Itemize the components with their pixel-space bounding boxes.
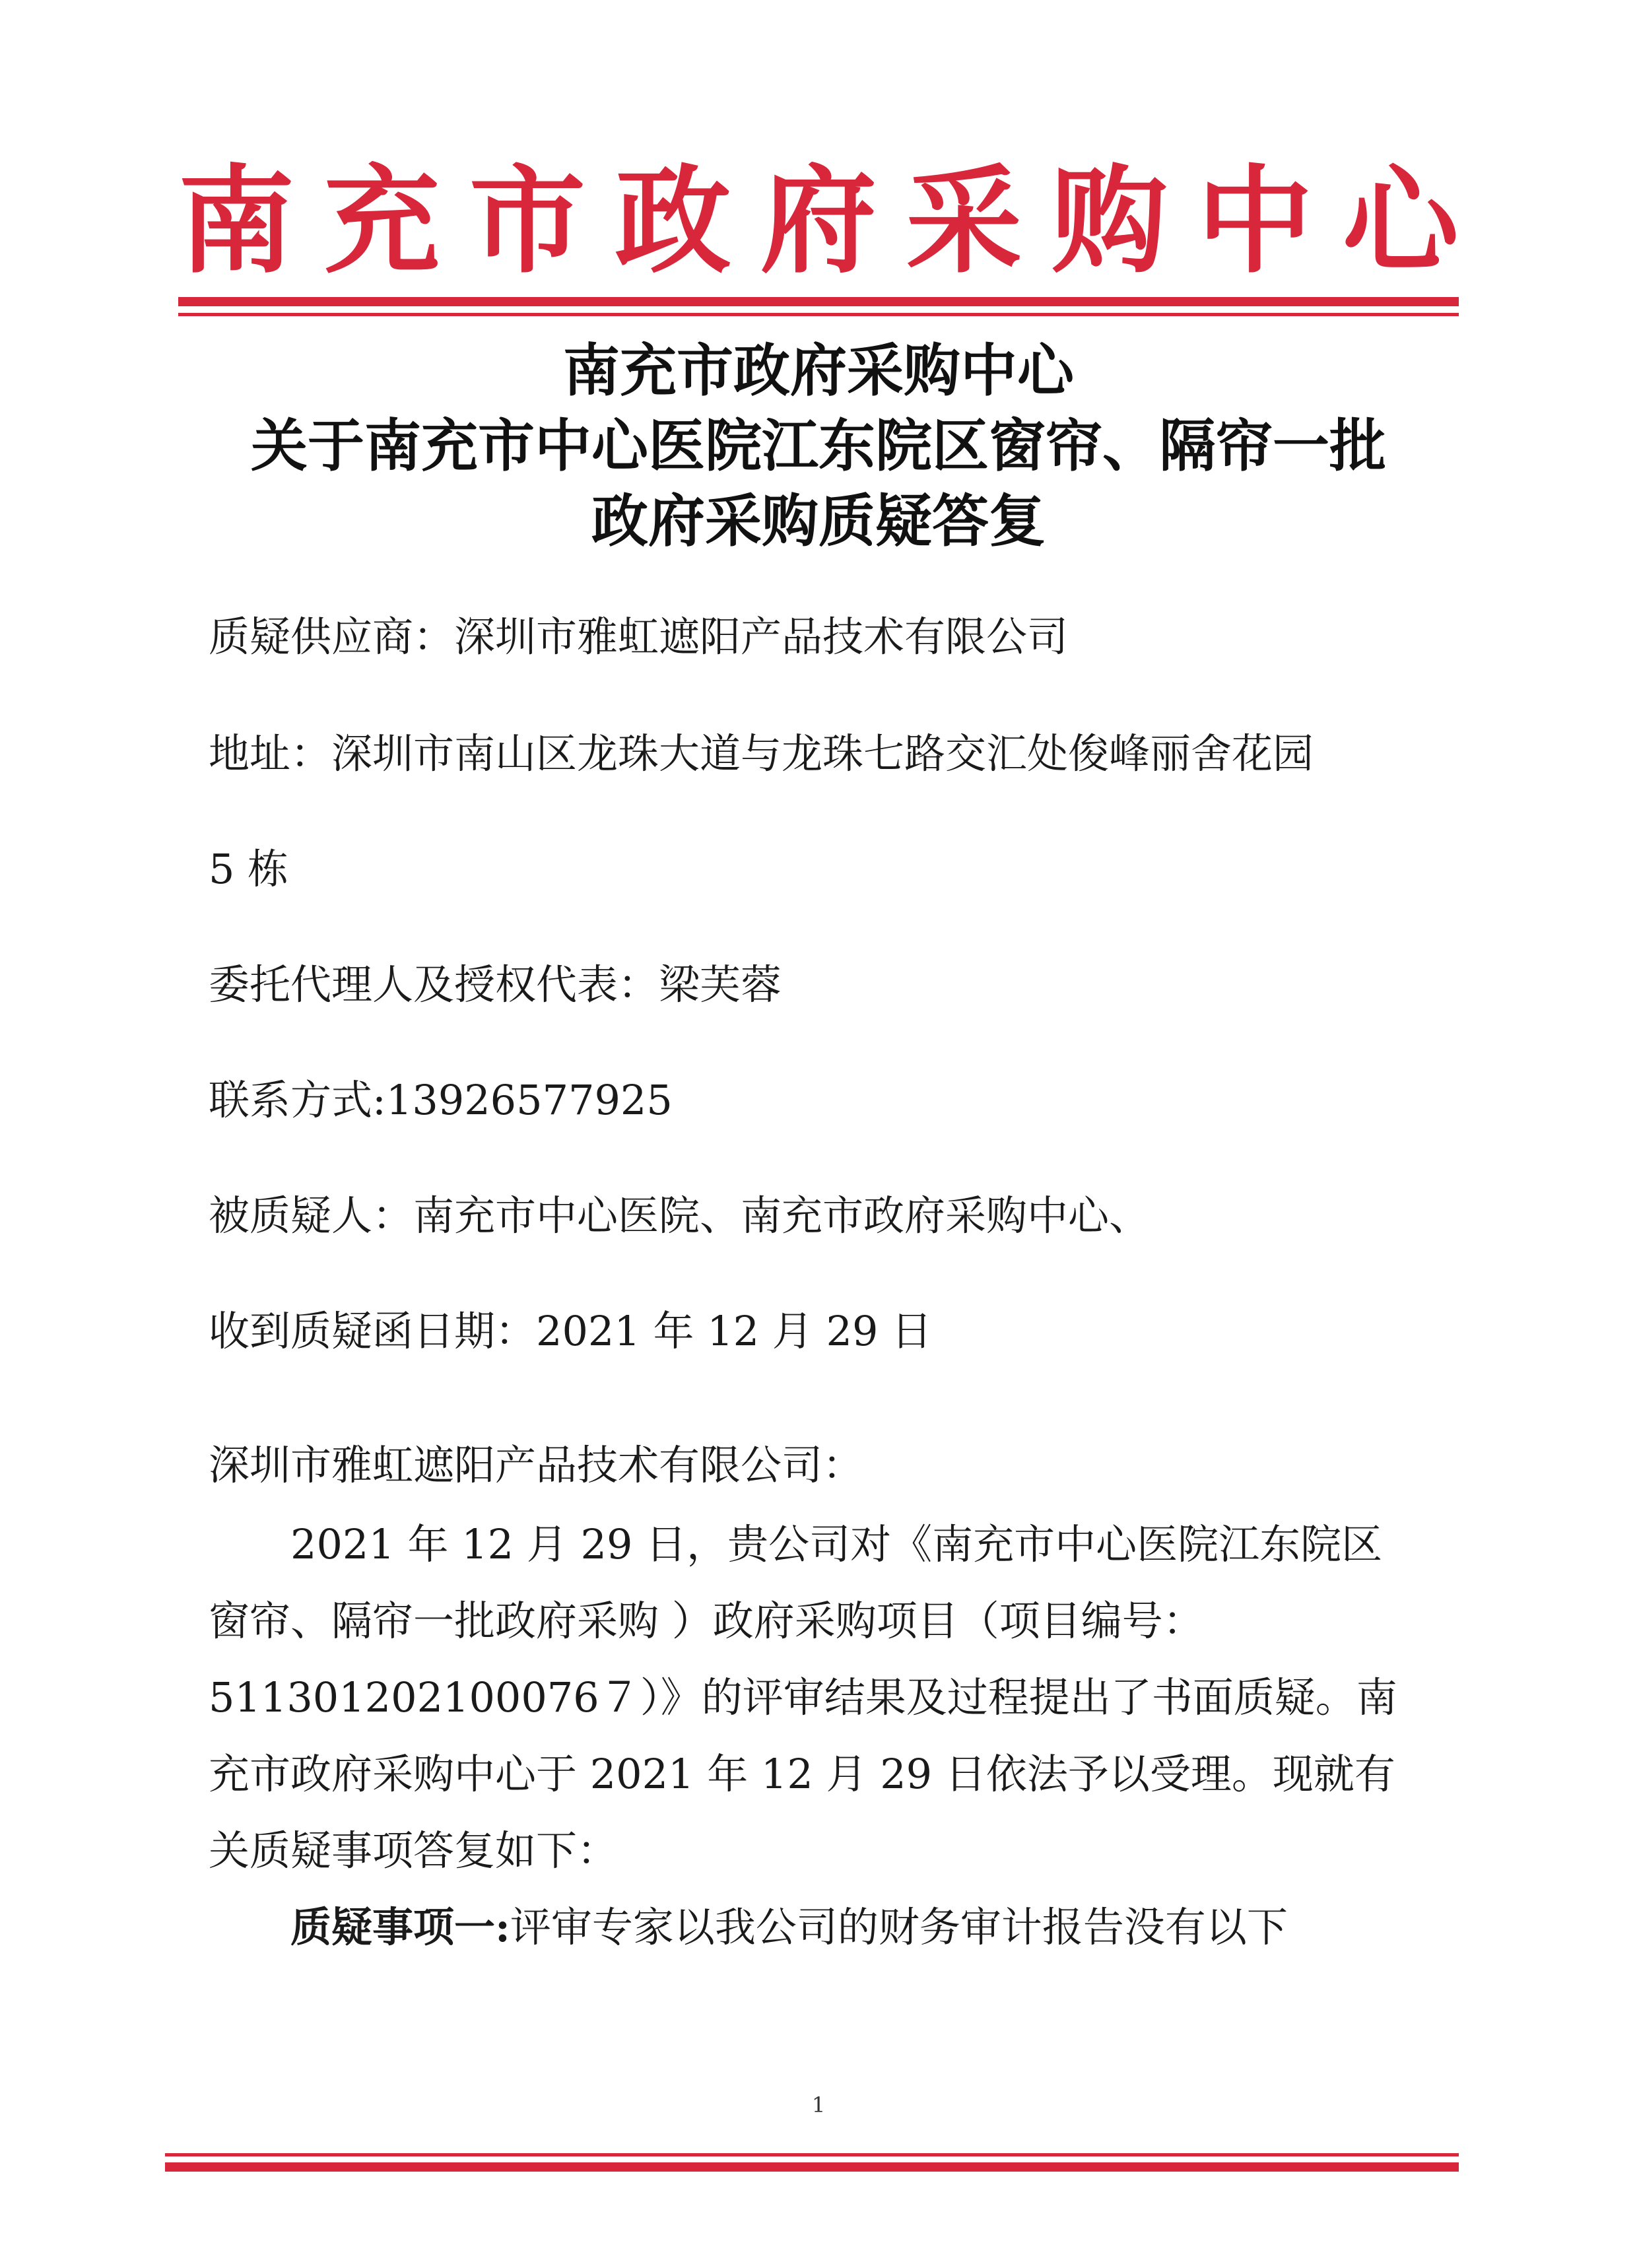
header-rule-thin (178, 313, 1459, 316)
header-rule-thick (178, 297, 1459, 306)
letterhead (178, 152, 1459, 290)
address-field: 地址：深圳市南山区龙珠大道与龙珠七路交汇处俊峰丽舍花园 (209, 729, 1314, 778)
reply-paragraph-text: 2021 年 12 月 29 日，贵公司对《南充市中心医院江东院区窗帘、隔帘一批政府采购 ）政府采购项目（项目编号：511301202100076７）》的评审结果及过程提出了书面质疑。南充市政府采购中心于 2021 年 12 月 29 日依法予以受理。现就有关质疑事项答复如下： (209, 1520, 1397, 1875)
issue-item-1-text: 评审专家以我公司的财务审计报告没有以下 (510, 1903, 1288, 1951)
supplier-field: 质疑供应商：深圳市雅虹遮阳产品技术有限公司 (209, 613, 1069, 661)
letterhead-char: 心 (1342, 152, 1459, 289)
title-line-2: 关于南充市中心医院江东院区窗帘、隔帘一批 (251, 413, 1386, 479)
issue-item-1 (209, 1889, 1417, 1966)
footer-rule-thick (165, 2162, 1459, 2172)
title-line-1: 南充市政府采购中心 (563, 338, 1074, 404)
title-line-3: 政府采购质疑答复 (591, 488, 1046, 554)
reply-paragraph (209, 1506, 1417, 1889)
letterhead-char: 政 (615, 152, 731, 289)
letterhead-char: 南 (178, 152, 295, 289)
agent-field: 委托代理人及授权代表：梁芙蓉 (209, 960, 782, 1009)
letterhead-char: 中 (1197, 152, 1314, 289)
salutation: 深圳市雅虹遮阳产品技术有限公司： (209, 1441, 864, 1489)
letterhead-char: 充 (323, 152, 440, 289)
letterhead-char: 府 (760, 152, 877, 289)
letterhead-char: 市 (469, 152, 585, 289)
letterhead-char: 采 (906, 152, 1022, 289)
contact-field: 联系方式:13926577925 (209, 1076, 673, 1124)
issue-item-1-label: 质疑事项一: (290, 1903, 510, 1951)
respondent-field: 被质疑人：南充市中心医院、南充市政府采购中心、 (209, 1191, 1151, 1240)
footer-rule-thin (165, 2153, 1459, 2156)
received-date-field: 收到质疑函日期：2021 年 12 月 29 日 (209, 1307, 933, 1355)
address-field-continued: 5 栋 (209, 845, 289, 893)
document-title (132, 333, 1505, 559)
letterhead-char: 购 (1051, 152, 1168, 289)
page-number: 1 (811, 2092, 826, 2118)
